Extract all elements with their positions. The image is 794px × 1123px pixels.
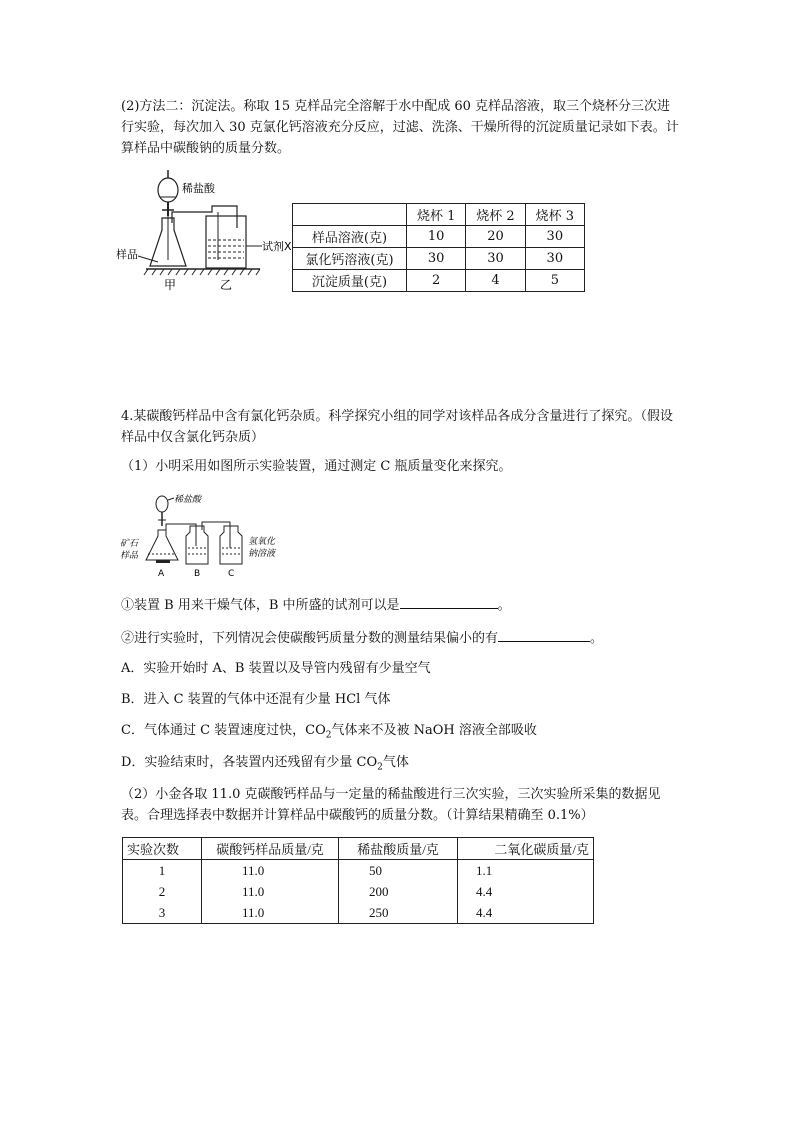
- beaker-table: [292, 203, 585, 292]
- q4-sub2: [121, 627, 681, 649]
- table-cell: 1.1: [458, 860, 594, 882]
- naoh-label-2: 钠溶液: [248, 549, 276, 559]
- table-cell: 1: [123, 860, 202, 882]
- table-header-cell: 碳酸钙样品质量/克: [202, 838, 339, 860]
- table-cell: 30: [525, 248, 584, 270]
- q4-sub2-text: ②进行实验时，下列情况会使碳酸钙质量分数的测量结果偏小的有: [121, 631, 499, 646]
- separatory-funnel-2: [156, 496, 168, 512]
- table-cell: 样品溶液(克): [293, 226, 407, 248]
- table-header-cell: 烧杯 2: [466, 204, 525, 226]
- table-cell: 20: [466, 226, 525, 248]
- table-cell: 30: [466, 248, 525, 270]
- table-cell: 3: [123, 902, 202, 924]
- table-header-cell: 稀盐酸质量/克: [339, 838, 458, 860]
- table-cell: 2: [407, 270, 466, 292]
- table-cell: 250: [339, 902, 458, 924]
- table-row: [123, 902, 594, 924]
- table-header-cell: [293, 204, 407, 226]
- experiment-table: [122, 837, 594, 924]
- apparatus-diagram-1: [112, 168, 292, 293]
- ore-label-2: 样品: [120, 551, 139, 561]
- table-header-row: [293, 204, 585, 226]
- table-cell: 30: [525, 226, 584, 248]
- table-header-cell: 烧杯 1: [407, 204, 466, 226]
- option-d-sub: 2: [377, 762, 383, 773]
- table-row: [293, 248, 585, 270]
- table-cell: 11.0: [202, 860, 339, 882]
- naoh-label-1: 氢氧化: [248, 537, 276, 547]
- table-row: [123, 881, 594, 902]
- table-cell: 沉淀质量(克): [293, 270, 407, 292]
- table-cell: 2: [123, 881, 202, 902]
- q4-sub1: [121, 594, 681, 616]
- bottle-yi: [206, 216, 246, 268]
- q4-intro: 4.某碳酸钙样品中含有氯化钙杂质。科学探究小组的同学对该样品各成分含量进行了探究。（假设样品中仅含氯化钙杂质）: [121, 409, 673, 445]
- option-b: B．进入 C 装置的气体中还混有少量 HCl 气体: [121, 692, 391, 707]
- label-b: B: [194, 569, 201, 579]
- q4-part1: （1）小明采用如图所示实验装置，通过测定 C 瓶质量变化来探究。: [121, 459, 512, 474]
- table-header-cell: 二氧化碳质量/克: [458, 838, 594, 860]
- option-c-rest: 气体来不及被 NaOH 溶液全部吸收: [331, 723, 537, 738]
- acid-label-1: 稀盐酸: [182, 182, 215, 195]
- answer-blank-1[interactable]: [400, 594, 498, 609]
- reagent-x-label: 试剂X: [262, 240, 292, 253]
- option-c-text: C．气体通过 C 装置速度过快，CO: [121, 723, 326, 738]
- table-header-cell: 烧杯 3: [525, 204, 584, 226]
- table-cell: 5: [525, 270, 584, 292]
- table-row: [293, 226, 585, 248]
- table-cell: 11.0: [202, 881, 339, 902]
- option-a: A．实验开始时 A、B 装置以及导管内残留有少量空气: [121, 661, 431, 676]
- option-d-text: D．实验结束时，各装置内还残留有少量 CO: [121, 755, 378, 770]
- table-cell: 30: [407, 248, 466, 270]
- bottle-b: [186, 526, 208, 564]
- option-d-rest: 气体: [382, 755, 409, 770]
- table-cell: 4: [466, 270, 525, 292]
- answer-blank-2[interactable]: [498, 627, 590, 642]
- label-yi: 乙: [220, 278, 233, 292]
- ore-label-1: 矿石: [120, 539, 139, 549]
- option-c: [121, 720, 681, 747]
- acid-label-2: 稀盐酸: [174, 495, 202, 505]
- table-header-row: [123, 838, 594, 860]
- table-cell: 氯化钙溶液(克): [293, 248, 407, 270]
- option-d: [121, 752, 681, 779]
- q4-part2: （2）小金各取 11.0 克碳酸钙样品与一定量的稀盐酸进行三次实验，三次实验所采集的数据见表。合理选择表中数据并计算样品中碳酸钙的质量分数。（计算结果精确至 0.1%）: [121, 787, 661, 823]
- q4-sub1-text: ①装置 B 用来干燥气体，B 中所盛的试剂可以是: [121, 598, 400, 613]
- table-cell: 4.4: [458, 881, 594, 902]
- sample-label-1: 样品: [116, 248, 138, 261]
- option-c-sub: 2: [325, 730, 332, 741]
- bottle-c: [220, 526, 242, 564]
- method2-paragraph: (2)方法二：沉淀法。称取 15 克样品完全溶解于水中配成 60 克样品溶液，取三个烧杯分三次进行实验，每次加入 30 克氯化钙溶液充分反应，过滤、洗涤、干燥所得的沉淀质量记录如下表。计算样品中碳酸钠的质量分数。: [121, 99, 679, 156]
- table-cell: 50: [339, 860, 458, 882]
- table-cell: 10: [407, 226, 466, 248]
- q4-sub2-end: 。: [590, 631, 604, 646]
- table-row: [123, 860, 594, 882]
- label-jia: 甲: [164, 278, 177, 292]
- label-a: A: [158, 569, 165, 579]
- separatory-funnel: [158, 178, 178, 202]
- table-cell: 200: [339, 881, 458, 902]
- label-c: C: [228, 569, 235, 579]
- q4-sub1-end: 。: [497, 598, 511, 613]
- apparatus-diagram-2: [118, 490, 298, 580]
- table-header-cell: 实验次数: [123, 838, 202, 860]
- table-row: [293, 270, 585, 292]
- table-cell: 4.4: [458, 902, 594, 924]
- flask-a: [146, 530, 178, 560]
- table-cell: 11.0: [202, 902, 339, 924]
